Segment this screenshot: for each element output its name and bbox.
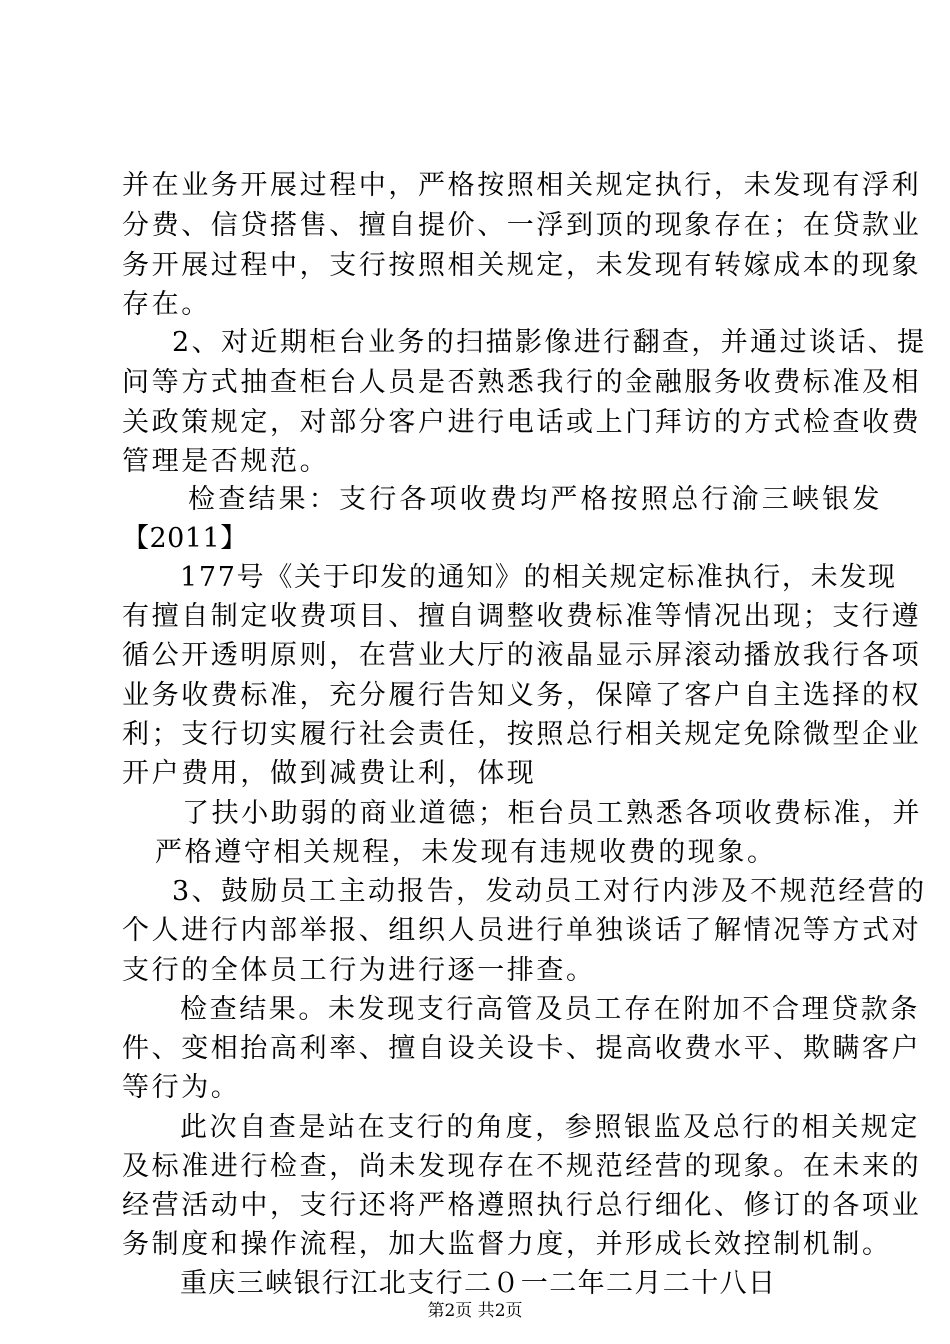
paragraph-line: 并在业务开展过程中，严格按照相关规定执行，未发现有浮利 xyxy=(122,170,922,201)
paragraph-line: 管理是否规范。 xyxy=(122,446,330,477)
paragraph-line: 检查结果：支行各项收费均严格按照总行渝三峡银发 xyxy=(188,484,883,515)
paragraph-line: 利；支行切实履行社会责任，按照总行相关规定免除微型企业 xyxy=(122,719,922,750)
page-footer: 第2页 共2页 xyxy=(427,1301,523,1321)
paragraph-line: 关政策规定，对部分客户进行电话或上门拜访的方式检查收费 xyxy=(122,407,922,438)
paragraph-line: 支行的全体员工行为进行逐一排查。 xyxy=(122,955,596,986)
signature-date-line: 重庆三峡银行江北支行二０一二年二月二十八日 xyxy=(180,1268,777,1299)
paragraph-line: 177号《关于印发的通知》的相关规定标准执行，未发现 xyxy=(180,562,897,593)
paragraph-line: 等行为。 xyxy=(122,1072,241,1103)
paragraph-line: 件、变相抬高利率、擅自设关设卡、提高收费水平、欺瞒客户 xyxy=(122,1033,922,1064)
paragraph-line: 务制度和操作流程，加大监督力度，并形成长效控制机制。 xyxy=(122,1229,892,1260)
paragraph-line: 检查结果。未发现支行高管及员工存在附加不合理贷款条 xyxy=(180,994,920,1025)
paragraph-line: 个人进行内部举报、组织人员进行单独谈话了解情况等方式对 xyxy=(122,915,922,946)
paragraph-line: 3、鼓励员工主动报告，发动员工对行内涉及不规范经营的 xyxy=(172,876,927,907)
paragraph-line: 严格遵守相关规程，未发现有违规收费的现象。 xyxy=(155,837,777,868)
paragraph-line: 循公开透明原则，在营业大厅的液晶显示屏滚动播放我行各项 xyxy=(122,640,922,671)
paragraph-line: 业务收费标准，充分履行告知义务，保障了客户自主选择的权 xyxy=(122,680,922,711)
paragraph-line: 开户费用，做到减费让利，体现 xyxy=(122,758,537,789)
paragraph-line: 【2011】 xyxy=(122,523,248,554)
paragraph-line: 及标准进行检查，尚未发现存在不规范经营的现象。在未来的 xyxy=(122,1151,922,1182)
paragraph-line: 存在。 xyxy=(122,289,211,320)
paragraph-line: 分费、信贷搭售、擅自提价、一浮到顶的现象存在；在贷款业 xyxy=(122,210,922,241)
paragraph-line: 有擅自制定收费项目、擅自调整收费标准等情况出现；支行遵 xyxy=(122,601,922,632)
paragraph-line: 了扶小助弱的商业道德；柜台员工熟悉各项收费标准，并 xyxy=(182,798,922,829)
paragraph-line: 问等方式抽查柜台人员是否熟悉我行的金融服务收费标准及相 xyxy=(122,367,922,398)
paragraph-line: 2、对近期柜台业务的扫描影像进行翻查，并通过谈话、提 xyxy=(172,327,927,358)
paragraph-line: 此次自查是站在支行的角度，参照银监及总行的相关规定 xyxy=(180,1112,920,1143)
paragraph-line: 务开展过程中，支行按照相关规定，未发现有转嫁成本的现象 xyxy=(122,250,922,281)
paragraph-line: 经营活动中，支行还将严格遵照执行总行细化、修订的各项业 xyxy=(122,1190,922,1221)
